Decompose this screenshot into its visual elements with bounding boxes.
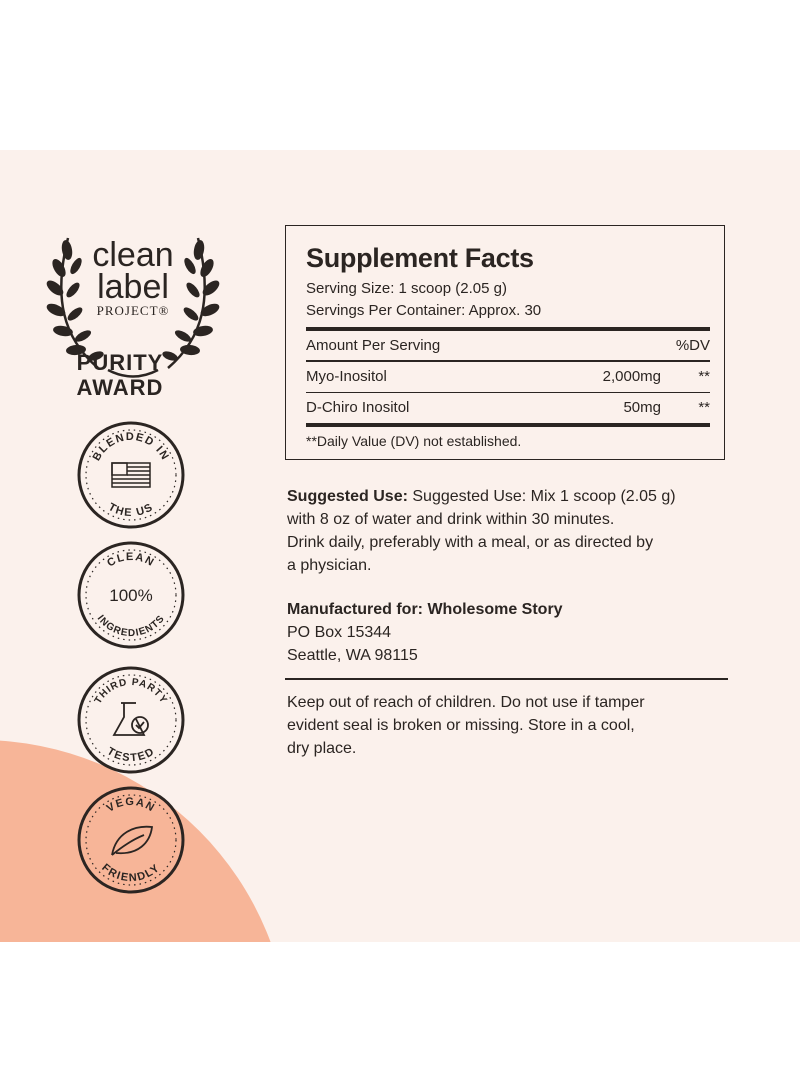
label-panel (0, 150, 800, 942)
us-flag-icon (112, 463, 150, 487)
tested-bottom-text: TESTED (104, 745, 158, 765)
supplement-facts-panel (285, 225, 725, 460)
blended-in-us-badge (76, 420, 186, 530)
flask-check-icon (114, 703, 148, 735)
manufacturer-label: Manufactured for: Wholesome Story (287, 601, 563, 618)
vegan-top-text: VEGAN (104, 795, 158, 815)
ingredient-dv: ** (698, 399, 710, 416)
warning-text (287, 691, 727, 760)
third-party-top-text: THIRD PARTY (92, 676, 170, 706)
row-divider (306, 392, 710, 393)
address-line: Seattle, WA 98115 (287, 647, 418, 664)
svg-text:FRIENDLY (99, 862, 162, 885)
clean-text: clean (92, 236, 174, 274)
facts-title: Supplement Facts (306, 243, 534, 273)
section-divider (285, 678, 728, 680)
address-line: PO Box 15344 (287, 624, 392, 641)
suggested-use (287, 485, 727, 577)
ingredient-amount: 2,000mg (602, 368, 661, 385)
manufacturer-info (287, 598, 727, 667)
suggested-use-line: with 8 oz of water and drink within 30 minutes. (287, 511, 615, 528)
suggested-use-line: Drink daily, preferably with a meal, or as directed by (287, 534, 654, 551)
dv-header: %DV (675, 337, 710, 354)
servings-per-container: Servings Per Container: Approx. 30 (306, 302, 542, 319)
svg-text:THIRD PARTY (93, 677, 170, 706)
svg-text:BLENDED IN (91, 431, 172, 463)
vegan-friendly-badge (76, 785, 186, 895)
purity-award-text (30, 350, 210, 400)
ingredient-amount: 50mg (623, 399, 661, 416)
thick-divider (306, 327, 710, 331)
purity-line: PURITY (76, 350, 164, 375)
amount-per-serving-header: Amount Per Serving (306, 337, 441, 354)
third-party-tested-badge (76, 665, 186, 775)
percent-text: 100% (109, 586, 153, 605)
suggested-use-line: a physician. (287, 557, 372, 574)
warning-line: evident seal is broken or missing. Store in a cool, (287, 717, 635, 734)
label-text: label (97, 268, 169, 306)
warning-line: dry place. (287, 740, 357, 757)
friendly-bottom-text: FRIENDLY (99, 861, 163, 885)
serving-size: Serving Size: 1 scoop (2.05 g) (306, 280, 507, 297)
leaf-icon (112, 827, 152, 855)
blended-top-text: BLENDED IN (90, 430, 172, 463)
ingredients-bottom-text: INGREDIENTS (94, 613, 168, 640)
ingredient-name: D-Chiro Inositol (306, 399, 410, 416)
warning-line: Keep out of reach of children. Do not use if tamper (287, 694, 645, 711)
clean-ingredients-badge (76, 540, 186, 650)
clean-top-text: CLEAN (105, 550, 157, 570)
dv-footnote: **Daily Value (DV) not established. (306, 433, 522, 449)
header-divider (306, 360, 710, 362)
award-line: AWARD (76, 375, 164, 400)
svg-text:INGREDIENTS (95, 613, 168, 639)
suggested-use-line: Suggested Use: Mix 1 scoop (2.05 g) (407, 488, 676, 505)
project-text: PROJECT® (96, 303, 170, 318)
suggested-use-label: Suggested Use: (287, 488, 408, 505)
thick-divider (306, 423, 710, 427)
blended-bottom-text: THE US (106, 501, 156, 520)
ingredient-dv: ** (698, 368, 710, 385)
ingredient-name: Myo-Inositol (306, 368, 387, 385)
badge-column (0, 150, 250, 942)
